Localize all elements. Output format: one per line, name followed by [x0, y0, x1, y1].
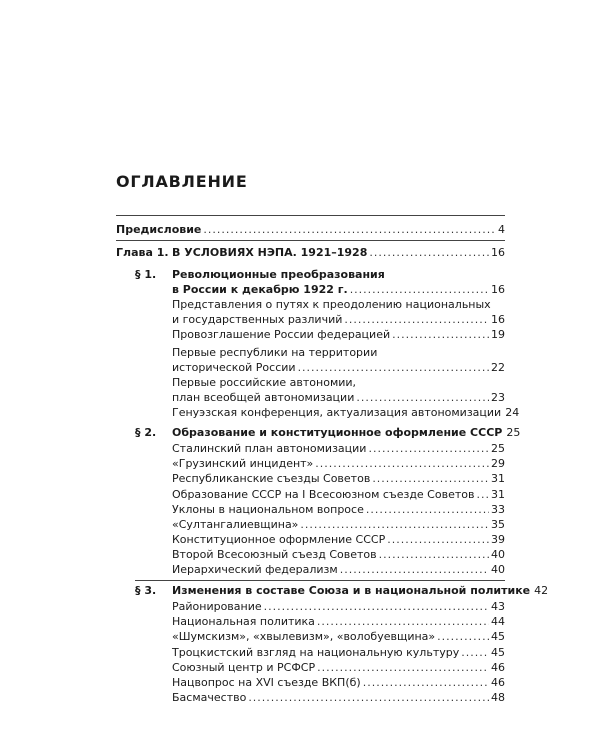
toc-item[interactable]: [172, 441, 505, 456]
page-number: 29: [491, 457, 505, 470]
page-number: 39: [491, 533, 505, 546]
toc-entry-chapter-1[interactable]: [116, 245, 505, 260]
page-number: 48: [491, 691, 505, 704]
toc-item[interactable]: [172, 502, 505, 517]
leader-dots: [248, 690, 489, 705]
page-number: 16: [491, 283, 505, 296]
item-title: Басмачество: [172, 691, 247, 704]
entry-title: В УСЛОВИЯХ НЭПА. 1921–1928: [172, 246, 368, 259]
leader-dots: [369, 245, 489, 260]
section-label: § 2.: [135, 426, 157, 439]
leader-dots: [298, 360, 489, 375]
item-title: Районирование: [172, 600, 262, 613]
item-title: «Шумскизм», «хвылевизм», «волобуевщина»: [172, 630, 436, 643]
item-title: Троцкистский взгляд на национальную культуру: [172, 646, 460, 659]
item-title: Иерархический федерализм: [172, 563, 338, 576]
entry-title-line-1: Революционные преобразования: [172, 268, 385, 281]
leader-dots: [350, 282, 489, 297]
item-title: «Грузинский инцидент»: [172, 457, 314, 470]
page-number: 25: [506, 426, 521, 439]
item-title-line-2: и государственных различий: [172, 313, 343, 326]
page-number: 43: [491, 600, 505, 613]
item-title: Провозглашение России федерацией: [172, 328, 391, 341]
toc-item[interactable]: [172, 562, 505, 577]
leader-dots: [315, 456, 489, 471]
leader-dots: [372, 471, 489, 486]
item-title-line-2: исторической России: [172, 361, 296, 374]
leader-dots: [363, 675, 489, 690]
page-number: 16: [491, 313, 505, 326]
entry-title: Изменения в составе Союза и в национальной политике: [172, 584, 531, 597]
page-number: 46: [491, 661, 505, 674]
chapter-label: Глава 1.: [116, 246, 169, 259]
item-title: Уклоны в национальном вопросе: [172, 503, 364, 516]
page-number: 45: [491, 630, 505, 643]
toc-item[interactable]: [172, 327, 505, 342]
page-number: 23: [491, 391, 505, 404]
item-title: «Султангалиевщина»: [172, 518, 299, 531]
item-title: Союзный центр и РСФСР: [172, 661, 316, 674]
item-title: Республиканские съезды Советов: [172, 472, 371, 485]
toc-item[interactable]: [172, 547, 505, 562]
toc-item[interactable]: [172, 456, 505, 471]
leader-dots: [203, 222, 496, 237]
item-title: Национальная политика: [172, 615, 315, 628]
page-number: 16: [491, 246, 505, 259]
leader-dots: [392, 327, 489, 342]
page-number: 45: [491, 646, 505, 659]
leader-dots: [340, 562, 489, 577]
page-number: 40: [491, 563, 505, 576]
divider: [135, 580, 505, 581]
item-title: Сталинский план автономизации: [172, 442, 367, 455]
leader-dots: [387, 532, 489, 547]
item-title: Нацвопрос на XVI съезде ВКП(б): [172, 676, 361, 689]
leader-dots: [476, 487, 489, 502]
page-number: 22: [491, 361, 505, 374]
toc-item[interactable]: [172, 645, 505, 660]
leader-dots: [368, 441, 489, 456]
leader-dots: [356, 390, 489, 405]
item-title: Генуэзская конференция, актуализация автономизации: [172, 406, 502, 419]
toc-item[interactable]: [172, 660, 505, 675]
toc-item[interactable]: [172, 517, 505, 532]
leader-dots: [264, 599, 489, 614]
page-number: 19: [491, 328, 505, 341]
toc-item[interactable]: [172, 487, 505, 502]
toc-item[interactable]: [172, 690, 505, 705]
page-number: 44: [491, 615, 505, 628]
item-title-line-2: план всеобщей автономизации: [172, 391, 355, 404]
toc-entry-section-2[interactable]: [135, 425, 521, 440]
page-number: 46: [491, 676, 505, 689]
toc-entry-preface[interactable]: [116, 222, 505, 237]
section-label: § 1.: [135, 268, 157, 281]
leader-dots: [344, 312, 489, 327]
toc-item[interactable]: [172, 675, 505, 690]
toc-entry-section-3[interactable]: [135, 583, 549, 598]
entry-title: Предисловие: [116, 223, 202, 236]
toc-item[interactable]: [172, 532, 505, 547]
leader-dots: [366, 502, 489, 517]
item-title-line-1: Представления о путях к преодолению национальных: [172, 298, 491, 311]
page-number: 4: [498, 223, 505, 236]
toc-item[interactable]: [172, 375, 505, 405]
toc-item[interactable]: [172, 297, 505, 327]
page-number: 25: [491, 442, 505, 455]
item-title: Конституционное оформление СССР: [172, 533, 386, 546]
divider: [116, 215, 505, 216]
toc-item[interactable]: [172, 599, 505, 614]
leader-dots: [437, 629, 489, 644]
item-title: Образование СССР на I Всесоюзном съезде Советов: [172, 488, 475, 501]
leader-dots: [461, 645, 489, 660]
page-number: 42: [534, 584, 549, 597]
section-label: § 3.: [135, 584, 157, 597]
toc-item[interactable]: [172, 629, 505, 644]
page-number: 40: [491, 548, 505, 561]
toc-item[interactable]: [172, 345, 505, 375]
page-title: ОГЛАВЛЕНИЕ: [116, 172, 248, 191]
divider: [116, 240, 505, 241]
item-title-line-1: Первые республики на территории: [172, 346, 378, 359]
page-number: 31: [491, 488, 505, 501]
toc-item[interactable]: [172, 405, 520, 420]
leader-dots: [317, 660, 489, 675]
leader-dots: [300, 517, 489, 532]
item-title: Второй Всесоюзный съезд Советов: [172, 548, 377, 561]
entry-title-line-2: в России к декабрю 1922 г.: [172, 283, 348, 296]
page-number: 31: [491, 472, 505, 485]
entry-title: Образование и конституционное оформление СССР: [172, 426, 503, 439]
page-number: 35: [491, 518, 505, 531]
toc-item[interactable]: [172, 471, 505, 486]
leader-dots: [317, 614, 489, 629]
page-number: 33: [491, 503, 505, 516]
page-number: 24: [505, 406, 520, 419]
item-title-line-1: Первые российские автономии,: [172, 376, 357, 389]
leader-dots: [379, 547, 489, 562]
toc-item[interactable]: [172, 614, 505, 629]
